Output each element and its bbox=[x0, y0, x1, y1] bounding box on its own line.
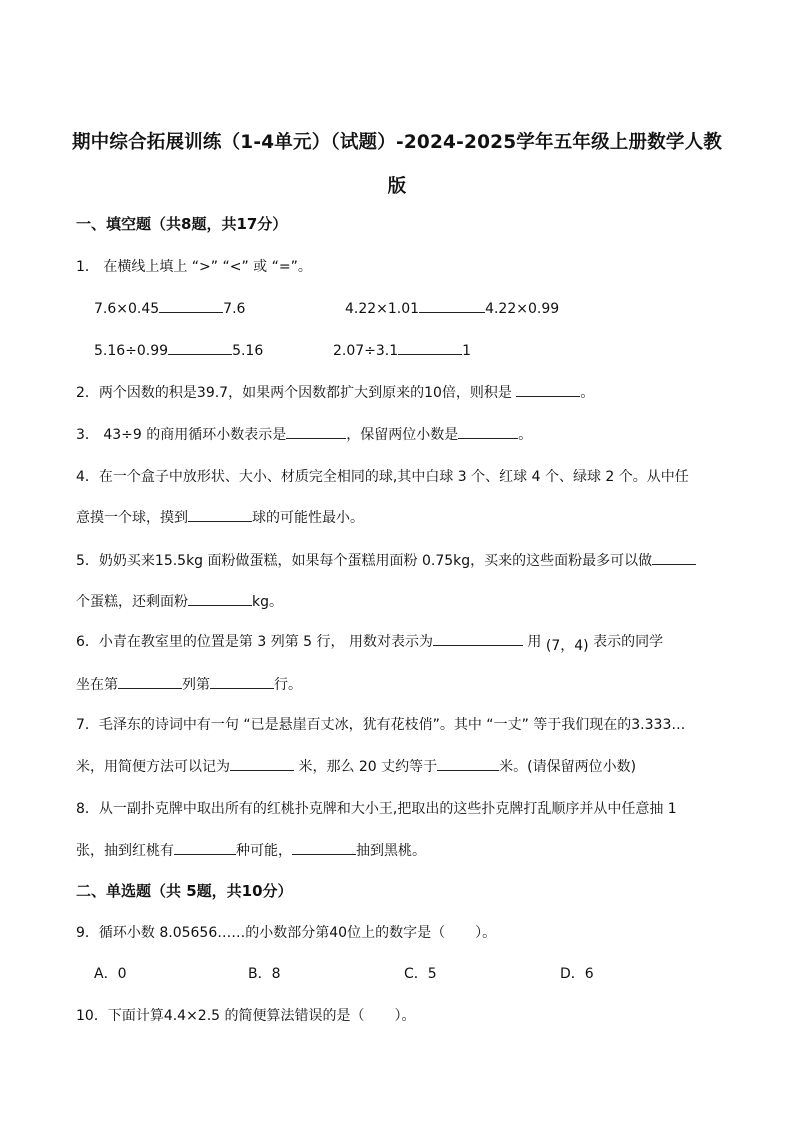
question-1-item-d bbox=[333, 340, 471, 359]
answer-blank[interactable] bbox=[437, 756, 499, 771]
question-1-item-a bbox=[94, 298, 245, 317]
question-6-part-3: 表示的同学 bbox=[588, 634, 664, 650]
question-9-stem bbox=[76, 922, 496, 942]
question-1-item-c bbox=[94, 340, 263, 359]
answer-blank[interactable] bbox=[292, 840, 356, 855]
question-10-stem bbox=[76, 1005, 416, 1025]
section-fill-blank-header: 一、填空题（共8题，共17分） bbox=[76, 215, 288, 233]
answer-blank[interactable] bbox=[174, 840, 236, 855]
option-b[interactable]: B．8 bbox=[248, 966, 281, 982]
question-4-part-2: 球的可能性最小。 bbox=[252, 510, 364, 526]
question-6-part-1: 6．小青在教室里的位置是第 3 列第 5 行， 用数对表示为 bbox=[76, 634, 433, 650]
question-5-line-1 bbox=[76, 550, 696, 570]
question-7-line-2 bbox=[76, 756, 636, 776]
q1d-left: 2.07÷3.1 bbox=[333, 343, 399, 359]
answer-blank[interactable] bbox=[419, 298, 485, 313]
question-6-part-4: 坐在第 bbox=[76, 677, 118, 693]
question-5-line-2 bbox=[76, 591, 283, 611]
question-7-part-3: 米。(请保留两位小数) bbox=[499, 759, 637, 775]
question-7-part-1: 米，用简便方法可以记为 bbox=[76, 759, 230, 775]
q1a-right: 7.6 bbox=[223, 301, 246, 317]
question-3-part-3: 。 bbox=[518, 427, 533, 443]
answer-blank[interactable] bbox=[188, 591, 252, 606]
question-6-part-6: 行。 bbox=[274, 677, 302, 693]
title-line-2: 版 bbox=[387, 176, 407, 197]
question-10-end: ）。 bbox=[394, 1008, 416, 1024]
answer-blank[interactable] bbox=[118, 674, 182, 689]
question-6-line-2 bbox=[76, 674, 302, 694]
question-2-text: 2．两个因数的积是39.7，如果两个因数都扩大到原来的10倍，则积是 bbox=[76, 385, 517, 401]
answer-blank[interactable] bbox=[230, 756, 294, 771]
answer-blank[interactable] bbox=[210, 674, 274, 689]
question-5-part-2: kg。 bbox=[252, 594, 283, 610]
question-7-line-1: 7．毛泽东的诗词中有一句 “已是悬崖百丈冰，犹有花枝俏”。其中 “一丈” 等于我们现在的3.333… bbox=[76, 717, 686, 733]
question-8-part-2: 种可能， bbox=[236, 843, 292, 859]
question-3-part-1: 3． 43÷9 的商用循环小数表示是 bbox=[76, 427, 287, 443]
question-2-end: 。 bbox=[580, 385, 595, 401]
question-9-text: 9．循环小数 8.05656……的小数部分第40位上的数字是（ bbox=[76, 925, 446, 941]
answer-blank[interactable] bbox=[652, 550, 696, 565]
answer-blank[interactable] bbox=[433, 631, 523, 646]
question-8-part-1: 张，抽到红桃有 bbox=[76, 843, 174, 859]
answer-blank[interactable] bbox=[516, 382, 580, 397]
q1b-right: 4.22×0.99 bbox=[485, 301, 560, 317]
option-c[interactable]: C．5 bbox=[404, 966, 437, 982]
question-6-part-2: 用 bbox=[522, 634, 546, 650]
answer-blank[interactable] bbox=[159, 298, 223, 313]
question-8-part-3: 抽到黑桃。 bbox=[356, 843, 426, 859]
q1a-left: 7.6×0.45 bbox=[94, 301, 160, 317]
option-a[interactable]: A．0 bbox=[94, 966, 127, 982]
question-3-part-2: ，保留两位小数是 bbox=[346, 427, 459, 443]
answer-blank[interactable] bbox=[286, 424, 346, 439]
title-line-1: 期中综合拓展训练（1-4单元）（试题）-2024-2025学年五年级上册数学人教 bbox=[71, 132, 722, 153]
option-d[interactable]: D．6 bbox=[560, 966, 594, 982]
question-4-part-1: 意摸一个球，摸到 bbox=[76, 510, 188, 526]
coordinate-pair: (7，4) bbox=[545, 638, 589, 654]
question-1-stem: 1． 在横线上填上 “>” “<” 或 “=”。 bbox=[76, 259, 312, 275]
answer-blank[interactable] bbox=[458, 424, 518, 439]
q1c-left: 5.16÷0.99 bbox=[94, 343, 169, 359]
question-5-text: 5．奶奶买来15.5kg 面粉做蛋糕，如果每个蛋糕用面粉 0.75kg，买来的这些面粉最多可以做 bbox=[76, 553, 653, 569]
q1d-right: 1 bbox=[462, 343, 472, 359]
answer-blank[interactable] bbox=[168, 340, 232, 355]
answer-blank[interactable] bbox=[398, 340, 462, 355]
question-2 bbox=[76, 382, 594, 402]
q1c-right: 5.16 bbox=[232, 343, 264, 359]
question-3 bbox=[76, 424, 532, 444]
question-8-line-2 bbox=[76, 840, 426, 860]
question-4-line-1: 4．在一个盒子中放形状、大小、材质完全相同的球,其中白球 3 个、红球 4 个、绿球 2 个。从中任 bbox=[76, 469, 689, 485]
question-5-part-1: 个蛋糕，还剩面粉 bbox=[76, 594, 188, 610]
question-10-text: 10．下面计算4.4×2.5 的简便算法错误的是（ bbox=[76, 1008, 365, 1024]
question-9-end: ）。 bbox=[475, 925, 497, 941]
question-7-part-2: 米，那么 20 丈约等于 bbox=[294, 759, 438, 775]
answer-blank[interactable] bbox=[188, 507, 252, 522]
question-8-line-1: 8．从一副扑克牌中取出所有的红桃扑克牌和大小王,把取出的这些扑克牌打乱顺序并从中任意抽 1 bbox=[76, 801, 677, 817]
question-6-part-5: 列第 bbox=[182, 677, 210, 693]
question-6-line-1 bbox=[76, 631, 664, 654]
question-1-item-b bbox=[345, 298, 559, 317]
section-single-choice-header: 二、单选题（共 5题，共10分） bbox=[76, 882, 293, 900]
q1b-left: 4.22×1.01 bbox=[345, 301, 420, 317]
question-4-line-2 bbox=[76, 507, 364, 527]
